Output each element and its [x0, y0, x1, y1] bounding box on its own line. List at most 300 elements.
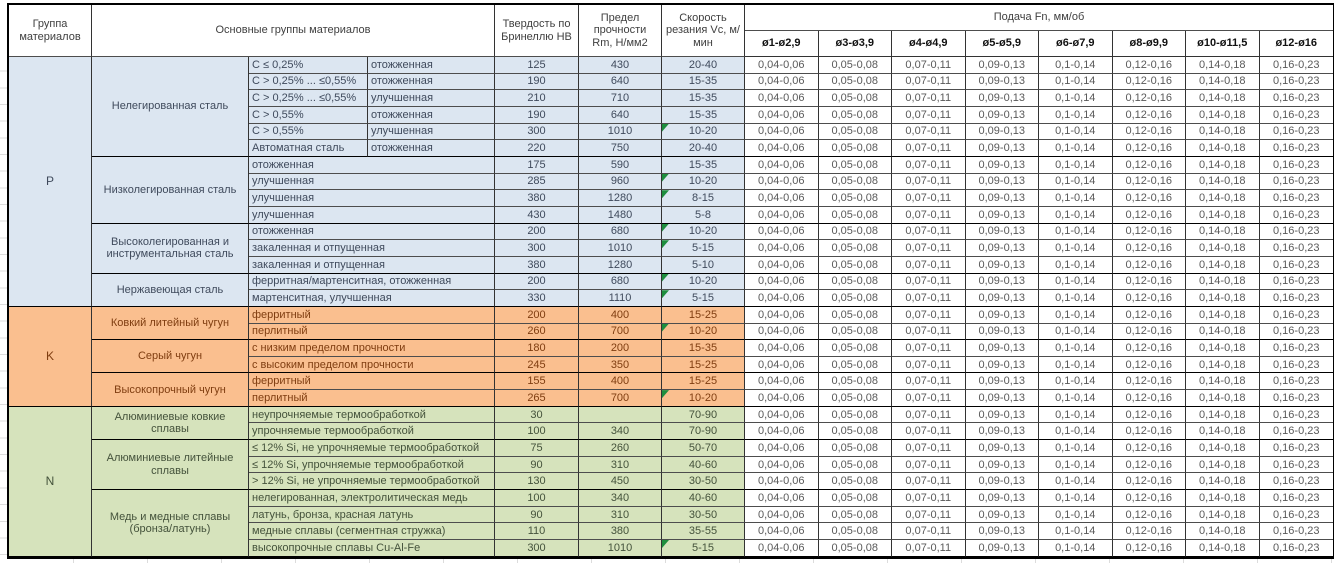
- feed-value-cell[interactable]: 0,07-0,11: [892, 207, 966, 224]
- feed-value-cell[interactable]: 0,12-0,16: [1113, 207, 1187, 224]
- material-state-cell[interactable]: отожженная: [368, 74, 495, 91]
- material-desc-cell[interactable]: перлитный: [249, 390, 495, 407]
- feed-value-cell[interactable]: 0,04-0,06: [745, 407, 819, 424]
- feed-value-cell[interactable]: 0,09-0,13: [966, 274, 1040, 291]
- feed-value-cell[interactable]: 0,14-0,18: [1186, 407, 1260, 424]
- hb-hardness-cell[interactable]: 90: [495, 507, 579, 524]
- feed-value-cell[interactable]: 0,09-0,13: [966, 340, 1040, 357]
- vc-speed-cell[interactable]: [662, 540, 745, 557]
- feed-value-cell[interactable]: 0,09-0,13: [966, 57, 1040, 74]
- feed-value-cell[interactable]: 0,14-0,18: [1186, 473, 1260, 490]
- material-desc-cell[interactable]: отожженная: [249, 224, 495, 241]
- hb-hardness-cell[interactable]: 110: [495, 523, 579, 540]
- header-diameter-range[interactable]: ø5-ø5,9: [966, 31, 1040, 57]
- feed-value-cell[interactable]: 0,09-0,13: [966, 290, 1040, 307]
- feed-value-cell[interactable]: 0,16-0,23: [1260, 507, 1334, 524]
- rm-strength-cell[interactable]: 1480: [579, 207, 662, 224]
- feed-value-cell[interactable]: 0,04-0,06: [745, 307, 819, 324]
- material-state-cell[interactable]: улучшенная: [368, 90, 495, 107]
- group-letter-cell[interactable]: K: [9, 307, 92, 407]
- hb-hardness-cell[interactable]: 100: [495, 490, 579, 507]
- header-diameter-range[interactable]: ø1-ø2,9: [745, 31, 819, 57]
- material-desc-cell[interactable]: C > 0,25% ... ≤0,55%: [249, 90, 368, 107]
- subgroup-name-cell[interactable]: Алюминиевые литейные сплавы: [92, 440, 249, 490]
- feed-value-cell[interactable]: 0,07-0,11: [892, 490, 966, 507]
- feed-value-cell[interactable]: 0,14-0,18: [1186, 190, 1260, 207]
- vc-speed-cell[interactable]: [662, 257, 745, 274]
- feed-value-cell[interactable]: 0,1-0,14: [1039, 107, 1113, 124]
- feed-value-cell[interactable]: 0,07-0,11: [892, 124, 966, 141]
- feed-value-cell[interactable]: 0,12-0,16: [1113, 107, 1187, 124]
- feed-value-cell[interactable]: 0,07-0,11: [892, 390, 966, 407]
- hb-hardness-cell[interactable]: 175: [495, 157, 579, 174]
- rm-strength-cell[interactable]: 340: [579, 423, 662, 440]
- feed-value-cell[interactable]: 0,09-0,13: [966, 440, 1040, 457]
- hb-hardness-cell[interactable]: 90: [495, 457, 579, 474]
- feed-value-cell[interactable]: 0,09-0,13: [966, 324, 1040, 341]
- feed-value-cell[interactable]: 0,04-0,06: [745, 207, 819, 224]
- material-desc-cell[interactable]: C > 0,55%: [249, 107, 368, 124]
- feed-value-cell[interactable]: 0,16-0,23: [1260, 124, 1334, 141]
- feed-value-cell[interactable]: 0,1-0,14: [1039, 257, 1113, 274]
- rm-strength-cell[interactable]: 750: [579, 140, 662, 157]
- feed-value-cell[interactable]: 0,04-0,06: [745, 240, 819, 257]
- feed-value-cell[interactable]: 0,05-0,08: [819, 207, 893, 224]
- feed-value-cell[interactable]: 0,14-0,18: [1186, 274, 1260, 291]
- feed-value-cell[interactable]: 0,05-0,08: [819, 540, 893, 557]
- feed-value-cell[interactable]: 0,12-0,16: [1113, 440, 1187, 457]
- feed-value-cell[interactable]: 0,04-0,06: [745, 523, 819, 540]
- feed-value-cell[interactable]: 0,04-0,06: [745, 390, 819, 407]
- feed-value-cell[interactable]: 0,07-0,11: [892, 373, 966, 390]
- header-material-group[interactable]: Группа материалов: [9, 5, 92, 57]
- hb-hardness-cell[interactable]: 300: [495, 240, 579, 257]
- rm-strength-cell[interactable]: 380: [579, 523, 662, 540]
- feed-value-cell[interactable]: 0,07-0,11: [892, 540, 966, 557]
- feed-value-cell[interactable]: 0,07-0,11: [892, 357, 966, 374]
- feed-value-cell[interactable]: 0,09-0,13: [966, 190, 1040, 207]
- feed-value-cell[interactable]: 0,04-0,06: [745, 224, 819, 241]
- feed-value-cell[interactable]: 0,07-0,11: [892, 157, 966, 174]
- material-desc-cell[interactable]: упрочняемые термообработкой: [249, 423, 495, 440]
- hb-hardness-cell[interactable]: 190: [495, 107, 579, 124]
- material-desc-cell[interactable]: улучшенная: [249, 207, 495, 224]
- feed-value-cell[interactable]: 0,16-0,23: [1260, 390, 1334, 407]
- rm-strength-cell[interactable]: 680: [579, 274, 662, 291]
- vc-speed-cell[interactable]: [662, 190, 745, 207]
- feed-value-cell[interactable]: 0,04-0,06: [745, 373, 819, 390]
- feed-value-cell[interactable]: 0,05-0,08: [819, 307, 893, 324]
- header-diameter-range[interactable]: ø4-ø4,9: [892, 31, 966, 57]
- feed-value-cell[interactable]: 0,16-0,23: [1260, 324, 1334, 341]
- feed-value-cell[interactable]: 0,1-0,14: [1039, 423, 1113, 440]
- feed-value-cell[interactable]: 0,05-0,08: [819, 157, 893, 174]
- header-diameter-range[interactable]: ø6-ø7,9: [1039, 31, 1113, 57]
- material-desc-cell[interactable]: > 12% Si, не упрочняемые термообработкой: [249, 473, 495, 490]
- material-desc-cell[interactable]: закаленная и отпущенная: [249, 257, 495, 274]
- rm-strength-cell[interactable]: 680: [579, 224, 662, 241]
- feed-value-cell[interactable]: 0,09-0,13: [966, 540, 1040, 557]
- subgroup-name-cell[interactable]: Низколегированная сталь: [92, 157, 249, 224]
- feed-value-cell[interactable]: 0,12-0,16: [1113, 373, 1187, 390]
- subgroup-name-cell[interactable]: Серый чугун: [92, 340, 249, 373]
- feed-value-cell[interactable]: 0,07-0,11: [892, 290, 966, 307]
- feed-value-cell[interactable]: 0,1-0,14: [1039, 540, 1113, 557]
- vc-speed-cell[interactable]: [662, 507, 745, 524]
- rm-strength-cell[interactable]: 640: [579, 74, 662, 91]
- feed-value-cell[interactable]: 0,07-0,11: [892, 523, 966, 540]
- feed-value-cell[interactable]: 0,04-0,06: [745, 124, 819, 141]
- subgroup-name-cell[interactable]: Нержавеющая сталь: [92, 274, 249, 307]
- vc-speed-cell[interactable]: [662, 457, 745, 474]
- feed-value-cell[interactable]: 0,12-0,16: [1113, 124, 1187, 141]
- feed-value-cell[interactable]: 0,16-0,23: [1260, 157, 1334, 174]
- feed-value-cell[interactable]: 0,1-0,14: [1039, 523, 1113, 540]
- vc-speed-cell[interactable]: [662, 74, 745, 91]
- feed-value-cell[interactable]: 0,1-0,14: [1039, 290, 1113, 307]
- feed-value-cell[interactable]: 0,07-0,11: [892, 340, 966, 357]
- hb-hardness-cell[interactable]: 300: [495, 540, 579, 557]
- feed-value-cell[interactable]: 0,16-0,23: [1260, 140, 1334, 157]
- feed-value-cell[interactable]: 0,12-0,16: [1113, 174, 1187, 191]
- feed-value-cell[interactable]: 0,05-0,08: [819, 174, 893, 191]
- feed-value-cell[interactable]: 0,14-0,18: [1186, 57, 1260, 74]
- header-diameter-range[interactable]: ø3-ø3,9: [819, 31, 893, 57]
- feed-value-cell[interactable]: 0,07-0,11: [892, 74, 966, 91]
- feed-value-cell[interactable]: 0,14-0,18: [1186, 257, 1260, 274]
- feed-value-cell[interactable]: 0,16-0,23: [1260, 340, 1334, 357]
- rm-strength-cell[interactable]: 400: [579, 307, 662, 324]
- hb-hardness-cell[interactable]: 30: [495, 407, 579, 424]
- rm-strength-cell[interactable]: 400: [579, 373, 662, 390]
- feed-value-cell[interactable]: 0,04-0,06: [745, 507, 819, 524]
- feed-value-cell[interactable]: 0,1-0,14: [1039, 90, 1113, 107]
- hb-hardness-cell[interactable]: 245: [495, 357, 579, 374]
- feed-value-cell[interactable]: 0,07-0,11: [892, 307, 966, 324]
- subgroup-name-cell[interactable]: Высокопрочный чугун: [92, 373, 249, 406]
- feed-value-cell[interactable]: 0,04-0,06: [745, 74, 819, 91]
- feed-value-cell[interactable]: 0,09-0,13: [966, 107, 1040, 124]
- material-desc-cell[interactable]: нелегированная, электролитическая медь: [249, 490, 495, 507]
- feed-value-cell[interactable]: 0,16-0,23: [1260, 540, 1334, 557]
- header-diameter-range[interactable]: ø10-ø11,5: [1186, 31, 1260, 57]
- feed-value-cell[interactable]: 0,14-0,18: [1186, 440, 1260, 457]
- feed-value-cell[interactable]: 0,12-0,16: [1113, 274, 1187, 291]
- hb-hardness-cell[interactable]: 200: [495, 274, 579, 291]
- feed-value-cell[interactable]: 0,16-0,23: [1260, 174, 1334, 191]
- header-diameter-range[interactable]: ø8-ø9,9: [1113, 31, 1187, 57]
- feed-value-cell[interactable]: 0,12-0,16: [1113, 90, 1187, 107]
- feed-value-cell[interactable]: 0,12-0,16: [1113, 507, 1187, 524]
- feed-value-cell[interactable]: 0,05-0,08: [819, 523, 893, 540]
- feed-value-cell[interactable]: 0,05-0,08: [819, 457, 893, 474]
- feed-value-cell[interactable]: 0,09-0,13: [966, 124, 1040, 141]
- hb-hardness-cell[interactable]: 380: [495, 257, 579, 274]
- feed-value-cell[interactable]: 0,1-0,14: [1039, 140, 1113, 157]
- feed-value-cell[interactable]: 0,04-0,06: [745, 457, 819, 474]
- rm-strength-cell[interactable]: 590: [579, 157, 662, 174]
- header-main-material-groups[interactable]: Основные группы материалов: [92, 5, 495, 57]
- feed-value-cell[interactable]: 0,1-0,14: [1039, 490, 1113, 507]
- feed-value-cell[interactable]: 0,05-0,08: [819, 190, 893, 207]
- feed-value-cell[interactable]: 0,04-0,06: [745, 290, 819, 307]
- feed-value-cell[interactable]: 0,12-0,16: [1113, 190, 1187, 207]
- feed-value-cell[interactable]: 0,12-0,16: [1113, 74, 1187, 91]
- feed-value-cell[interactable]: 0,12-0,16: [1113, 473, 1187, 490]
- subgroup-name-cell[interactable]: Ковкий литейный чугун: [92, 307, 249, 340]
- vc-speed-cell[interactable]: [662, 107, 745, 124]
- vc-speed-cell[interactable]: [662, 473, 745, 490]
- feed-value-cell[interactable]: 0,12-0,16: [1113, 57, 1187, 74]
- feed-value-cell[interactable]: 0,07-0,11: [892, 473, 966, 490]
- feed-value-cell[interactable]: 0,14-0,18: [1186, 324, 1260, 341]
- feed-value-cell[interactable]: 0,16-0,23: [1260, 373, 1334, 390]
- feed-value-cell[interactable]: 0,14-0,18: [1186, 373, 1260, 390]
- feed-value-cell[interactable]: 0,14-0,18: [1186, 90, 1260, 107]
- feed-value-cell[interactable]: 0,09-0,13: [966, 357, 1040, 374]
- vc-speed-cell[interactable]: [662, 207, 745, 224]
- feed-value-cell[interactable]: 0,07-0,11: [892, 224, 966, 241]
- feed-value-cell[interactable]: 0,1-0,14: [1039, 224, 1113, 241]
- rm-strength-cell[interactable]: 260: [579, 440, 662, 457]
- feed-value-cell[interactable]: 0,07-0,11: [892, 174, 966, 191]
- feed-value-cell[interactable]: 0,07-0,11: [892, 240, 966, 257]
- feed-value-cell[interactable]: 0,05-0,08: [819, 390, 893, 407]
- feed-value-cell[interactable]: 0,16-0,23: [1260, 457, 1334, 474]
- rm-strength-cell[interactable]: 640: [579, 107, 662, 124]
- material-desc-cell[interactable]: неупрочняемые термообработкой: [249, 407, 495, 424]
- feed-value-cell[interactable]: 0,05-0,08: [819, 240, 893, 257]
- feed-value-cell[interactable]: 0,09-0,13: [966, 74, 1040, 91]
- hb-hardness-cell[interactable]: 285: [495, 174, 579, 191]
- rm-strength-cell[interactable]: 340: [579, 490, 662, 507]
- feed-value-cell[interactable]: 0,1-0,14: [1039, 373, 1113, 390]
- feed-value-cell[interactable]: 0,12-0,16: [1113, 390, 1187, 407]
- feed-value-cell[interactable]: 0,12-0,16: [1113, 357, 1187, 374]
- feed-value-cell[interactable]: 0,16-0,23: [1260, 357, 1334, 374]
- feed-value-cell[interactable]: 0,05-0,08: [819, 107, 893, 124]
- material-desc-cell[interactable]: улучшенная: [249, 190, 495, 207]
- hb-hardness-cell[interactable]: 200: [495, 307, 579, 324]
- rm-strength-cell[interactable]: 700: [579, 390, 662, 407]
- vc-speed-cell[interactable]: [662, 407, 745, 424]
- feed-value-cell[interactable]: 0,12-0,16: [1113, 423, 1187, 440]
- material-desc-cell[interactable]: ферритная/мартенситная, отожженная: [249, 274, 495, 291]
- feed-value-cell[interactable]: 0,05-0,08: [819, 57, 893, 74]
- hb-hardness-cell[interactable]: 180: [495, 340, 579, 357]
- material-desc-cell[interactable]: с высоким пределом прочности: [249, 357, 495, 374]
- feed-value-cell[interactable]: 0,09-0,13: [966, 423, 1040, 440]
- feed-value-cell[interactable]: 0,04-0,06: [745, 157, 819, 174]
- feed-value-cell[interactable]: 0,05-0,08: [819, 407, 893, 424]
- feed-value-cell[interactable]: 0,04-0,06: [745, 274, 819, 291]
- feed-value-cell[interactable]: 0,14-0,18: [1186, 224, 1260, 241]
- rm-strength-cell[interactable]: 430: [579, 57, 662, 74]
- material-desc-cell[interactable]: C > 0,25% ... ≤0,55%: [249, 74, 368, 91]
- feed-value-cell[interactable]: 0,07-0,11: [892, 274, 966, 291]
- feed-value-cell[interactable]: 0,05-0,08: [819, 507, 893, 524]
- feed-value-cell[interactable]: 0,04-0,06: [745, 440, 819, 457]
- feed-value-cell[interactable]: 0,16-0,23: [1260, 490, 1334, 507]
- feed-value-cell[interactable]: 0,1-0,14: [1039, 340, 1113, 357]
- feed-value-cell[interactable]: 0,09-0,13: [966, 174, 1040, 191]
- vc-speed-cell[interactable]: [662, 307, 745, 324]
- feed-value-cell[interactable]: 0,07-0,11: [892, 507, 966, 524]
- feed-value-cell[interactable]: 0,14-0,18: [1186, 423, 1260, 440]
- hb-hardness-cell[interactable]: 210: [495, 90, 579, 107]
- feed-value-cell[interactable]: 0,09-0,13: [966, 307, 1040, 324]
- feed-value-cell[interactable]: 0,16-0,23: [1260, 74, 1334, 91]
- material-desc-cell[interactable]: отожженная: [249, 157, 495, 174]
- header-feed-title[interactable]: Подача Fn, мм/об: [745, 5, 1333, 31]
- feed-value-cell[interactable]: 0,07-0,11: [892, 440, 966, 457]
- feed-value-cell[interactable]: 0,1-0,14: [1039, 457, 1113, 474]
- feed-value-cell[interactable]: 0,09-0,13: [966, 140, 1040, 157]
- material-desc-cell[interactable]: ферритный: [249, 373, 495, 390]
- feed-value-cell[interactable]: 0,05-0,08: [819, 74, 893, 91]
- feed-value-cell[interactable]: 0,1-0,14: [1039, 307, 1113, 324]
- feed-value-cell[interactable]: 0,07-0,11: [892, 190, 966, 207]
- feed-value-cell[interactable]: 0,04-0,06: [745, 357, 819, 374]
- feed-value-cell[interactable]: 0,05-0,08: [819, 357, 893, 374]
- feed-value-cell[interactable]: 0,05-0,08: [819, 224, 893, 241]
- hb-hardness-cell[interactable]: 300: [495, 124, 579, 141]
- feed-value-cell[interactable]: 0,09-0,13: [966, 473, 1040, 490]
- material-desc-cell[interactable]: C ≤ 0,25%: [249, 57, 368, 74]
- feed-value-cell[interactable]: 0,07-0,11: [892, 407, 966, 424]
- feed-value-cell[interactable]: 0,05-0,08: [819, 90, 893, 107]
- feed-value-cell[interactable]: 0,04-0,06: [745, 473, 819, 490]
- feed-value-cell[interactable]: 0,16-0,23: [1260, 407, 1334, 424]
- feed-value-cell[interactable]: 0,07-0,11: [892, 140, 966, 157]
- subgroup-name-cell[interactable]: Медь и медные сплавы (бронза/латунь): [92, 490, 249, 557]
- feed-value-cell[interactable]: 0,16-0,23: [1260, 274, 1334, 291]
- hb-hardness-cell[interactable]: 190: [495, 74, 579, 91]
- material-desc-cell[interactable]: перлитный: [249, 324, 495, 341]
- subgroup-name-cell[interactable]: Алюминиевые ковкие сплавы: [92, 407, 249, 440]
- hb-hardness-cell[interactable]: 155: [495, 373, 579, 390]
- feed-value-cell[interactable]: 0,09-0,13: [966, 257, 1040, 274]
- feed-value-cell[interactable]: 0,05-0,08: [819, 423, 893, 440]
- feed-value-cell[interactable]: 0,16-0,23: [1260, 290, 1334, 307]
- rm-strength-cell[interactable]: 350: [579, 357, 662, 374]
- vc-speed-cell[interactable]: [662, 490, 745, 507]
- vc-speed-cell[interactable]: [662, 124, 745, 141]
- feed-value-cell[interactable]: 0,12-0,16: [1113, 240, 1187, 257]
- material-desc-cell[interactable]: с низким пределом прочности: [249, 340, 495, 357]
- material-desc-cell[interactable]: ферритный: [249, 307, 495, 324]
- feed-value-cell[interactable]: 0,04-0,06: [745, 490, 819, 507]
- feed-value-cell[interactable]: 0,14-0,18: [1186, 124, 1260, 141]
- vc-speed-cell[interactable]: [662, 290, 745, 307]
- feed-value-cell[interactable]: 0,05-0,08: [819, 490, 893, 507]
- feed-value-cell[interactable]: 0,16-0,23: [1260, 240, 1334, 257]
- feed-value-cell[interactable]: 0,12-0,16: [1113, 157, 1187, 174]
- material-state-cell[interactable]: отожженная: [368, 140, 495, 157]
- feed-value-cell[interactable]: 0,05-0,08: [819, 473, 893, 490]
- material-state-cell[interactable]: улучшенная: [368, 124, 495, 141]
- hb-hardness-cell[interactable]: 220: [495, 140, 579, 157]
- material-desc-cell[interactable]: латунь, бронза, красная латунь: [249, 507, 495, 524]
- vc-speed-cell[interactable]: [662, 224, 745, 241]
- feed-value-cell[interactable]: 0,16-0,23: [1260, 57, 1334, 74]
- rm-strength-cell[interactable]: 1110: [579, 290, 662, 307]
- feed-value-cell[interactable]: 0,16-0,23: [1260, 224, 1334, 241]
- subgroup-name-cell[interactable]: Высоколегированная и инструментальная сталь: [92, 224, 249, 274]
- feed-value-cell[interactable]: 0,14-0,18: [1186, 107, 1260, 124]
- feed-value-cell[interactable]: 0,12-0,16: [1113, 257, 1187, 274]
- material-desc-cell[interactable]: Автоматная сталь: [249, 140, 368, 157]
- feed-value-cell[interactable]: 0,07-0,11: [892, 90, 966, 107]
- feed-value-cell[interactable]: 0,14-0,18: [1186, 490, 1260, 507]
- feed-value-cell[interactable]: 0,16-0,23: [1260, 440, 1334, 457]
- rm-strength-cell[interactable]: 700: [579, 324, 662, 341]
- rm-strength-cell[interactable]: 1280: [579, 257, 662, 274]
- feed-value-cell[interactable]: 0,04-0,06: [745, 340, 819, 357]
- feed-value-cell[interactable]: 0,1-0,14: [1039, 390, 1113, 407]
- hb-hardness-cell[interactable]: 200: [495, 224, 579, 241]
- feed-value-cell[interactable]: 0,1-0,14: [1039, 357, 1113, 374]
- feed-value-cell[interactable]: 0,09-0,13: [966, 523, 1040, 540]
- material-desc-cell[interactable]: ≤ 12% Si, упрочняемые термообработкой: [249, 457, 495, 474]
- feed-value-cell[interactable]: 0,12-0,16: [1113, 290, 1187, 307]
- feed-value-cell[interactable]: 0,12-0,16: [1113, 224, 1187, 241]
- feed-value-cell[interactable]: 0,09-0,13: [966, 507, 1040, 524]
- hb-hardness-cell[interactable]: 430: [495, 207, 579, 224]
- feed-value-cell[interactable]: 0,1-0,14: [1039, 274, 1113, 291]
- rm-strength-cell[interactable]: 710: [579, 90, 662, 107]
- feed-value-cell[interactable]: 0,12-0,16: [1113, 457, 1187, 474]
- header-diameter-range[interactable]: ø12-ø16: [1260, 31, 1334, 57]
- material-desc-cell[interactable]: мартенситная, улучшенная: [249, 290, 495, 307]
- feed-value-cell[interactable]: 0,04-0,06: [745, 257, 819, 274]
- feed-value-cell[interactable]: 0,14-0,18: [1186, 340, 1260, 357]
- feed-value-cell[interactable]: 0,16-0,23: [1260, 207, 1334, 224]
- feed-value-cell[interactable]: 0,04-0,06: [745, 324, 819, 341]
- feed-value-cell[interactable]: 0,1-0,14: [1039, 407, 1113, 424]
- feed-value-cell[interactable]: 0,12-0,16: [1113, 407, 1187, 424]
- hb-hardness-cell[interactable]: 125: [495, 57, 579, 74]
- rm-strength-cell[interactable]: 310: [579, 457, 662, 474]
- feed-value-cell[interactable]: 0,16-0,23: [1260, 523, 1334, 540]
- feed-value-cell[interactable]: 0,05-0,08: [819, 140, 893, 157]
- rm-strength-cell[interactable]: 450: [579, 473, 662, 490]
- feed-value-cell[interactable]: 0,09-0,13: [966, 457, 1040, 474]
- feed-value-cell[interactable]: 0,05-0,08: [819, 373, 893, 390]
- feed-value-cell[interactable]: 0,14-0,18: [1186, 140, 1260, 157]
- rm-strength-cell[interactable]: 1280: [579, 190, 662, 207]
- rm-strength-cell[interactable]: 1010: [579, 540, 662, 557]
- feed-value-cell[interactable]: 0,14-0,18: [1186, 240, 1260, 257]
- vc-speed-cell[interactable]: [662, 390, 745, 407]
- feed-value-cell[interactable]: 0,14-0,18: [1186, 157, 1260, 174]
- feed-value-cell[interactable]: 0,14-0,18: [1186, 357, 1260, 374]
- vc-speed-cell[interactable]: [662, 373, 745, 390]
- feed-value-cell[interactable]: 0,09-0,13: [966, 490, 1040, 507]
- vc-speed-cell[interactable]: [662, 423, 745, 440]
- feed-value-cell[interactable]: 0,07-0,11: [892, 324, 966, 341]
- feed-value-cell[interactable]: 0,09-0,13: [966, 224, 1040, 241]
- header-brinell-hardness[interactable]: Твердость по Бринеллю HB: [495, 5, 579, 57]
- feed-value-cell[interactable]: 0,1-0,14: [1039, 207, 1113, 224]
- vc-speed-cell[interactable]: [662, 90, 745, 107]
- feed-value-cell[interactable]: 0,04-0,06: [745, 57, 819, 74]
- material-state-cell[interactable]: отожженная: [368, 57, 495, 74]
- feed-value-cell[interactable]: 0,09-0,13: [966, 207, 1040, 224]
- feed-value-cell[interactable]: 0,04-0,06: [745, 107, 819, 124]
- feed-value-cell[interactable]: 0,16-0,23: [1260, 90, 1334, 107]
- feed-value-cell[interactable]: 0,16-0,23: [1260, 257, 1334, 274]
